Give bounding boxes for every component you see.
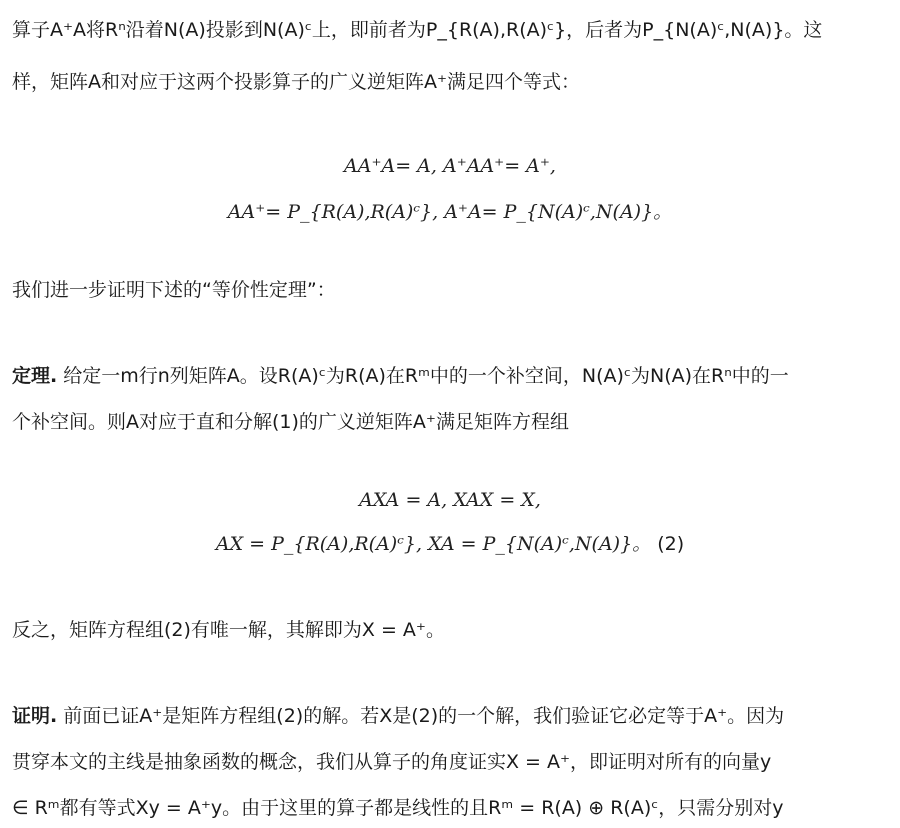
theorem-line2: 个补空间。则A对应于直和分解(1)的广义逆矩阵A⁺满足矩阵方程组 (12, 411, 569, 433)
equation1-line1: AA⁺A= A, A⁺AA⁺= A⁺, (344, 155, 556, 177)
equation2-line1: AXA = A, XAX = X, (359, 489, 541, 511)
proof-label: 证明. (12, 705, 58, 727)
paragraph2-line1: 我们进一步证明下述的“等价性定理”： (12, 279, 336, 301)
equation1-line2: AA⁺= P_{R(A),R(A)ᶜ}, A⁺A= P_{N(A)ᶜ,N(A)}。 (227, 201, 673, 223)
proof-line2: 贯穿本文的主线是抽象函数的概念，我们从算子的角度证实X = A⁺，即证明对所有的向量y (12, 751, 772, 773)
theorem-line1 (12, 362, 789, 390)
paragraph3-line1: 反之，矩阵方程组(2)有唯一解，其解即为X = A⁺。 (12, 619, 445, 641)
equation2-line2: AX = P_{R(A),R(A)ᶜ}, XA = P_{N(A)ᶜ,N(A)}。 (215, 533, 652, 555)
equation-number: (2) (657, 533, 685, 555)
theorem-text: 给定一m行n列矩阵A。设R(A)ᶜ为R(A)在Rᵐ中的一个补空间，N(A)ᶜ为N(A)在Rⁿ中的一 (57, 365, 789, 387)
theorem-label: 定理. (12, 365, 58, 387)
paragraph1-line2: 样，矩阵A和对应于这两个投影算子的广义逆矩阵A⁺满足四个等式： (12, 71, 581, 93)
equation2-line2-wrap (0, 530, 900, 558)
proof-line3: ∈ Rᵐ都有等式Xy = A⁺y。由于这里的算子都是线性的且Rᵐ = R(A) ⊕ R(A)ᶜ，只需分别对y (12, 797, 784, 819)
proof-line1 (12, 702, 784, 730)
paragraph1-line1: 算子A⁺A将Rⁿ沿着N(A)投影到N(A)ᶜ上，即前者为P_{R(A),R(A)ᶜ}，后者为P_{N(A)ᶜ,N(A)}。这 (12, 19, 823, 41)
proof-text: 前面已证A⁺是矩阵方程组(2)的解。若X是(2)的一个解，我们验证它必定等于A⁺。因为 (57, 705, 785, 727)
